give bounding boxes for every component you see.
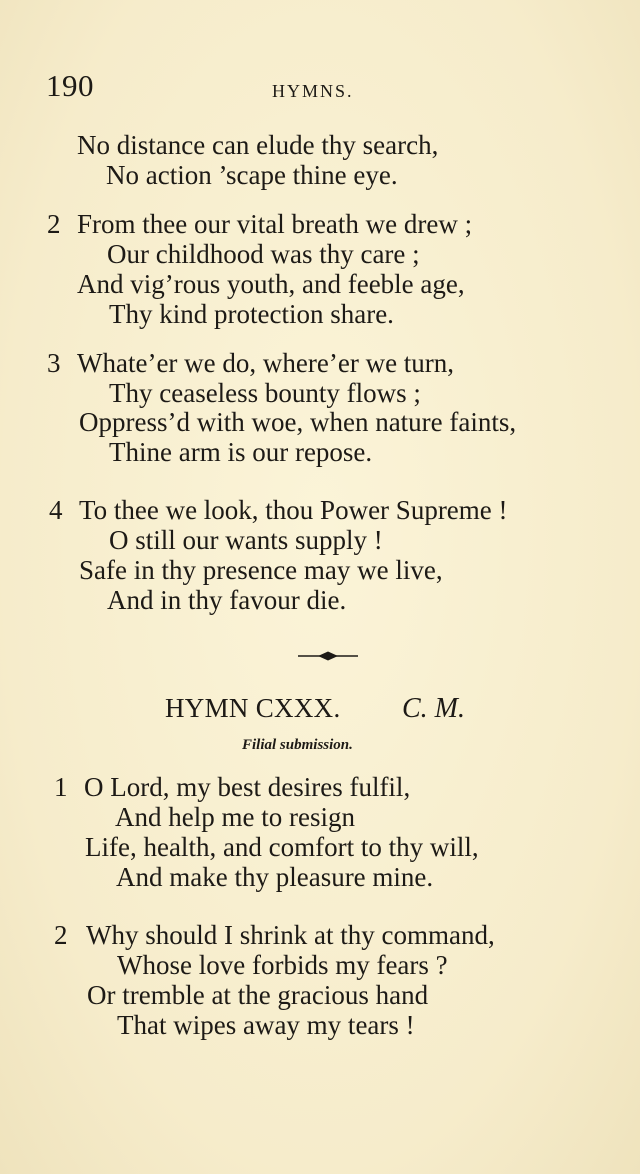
verse-line: Life, health, and comfort to thy will, (85, 832, 479, 862)
verse-line: Our childhood was thy care ; (107, 239, 420, 269)
verse-number: 3 (47, 348, 61, 378)
verse-line: Thine arm is our repose. (109, 437, 373, 467)
verse-line: No distance can elude thy search, (77, 130, 439, 160)
verse-line: Thy kind protection share. (109, 299, 394, 329)
verse-line: And in thy favour die. (107, 585, 347, 615)
verse-line: Whate’er we do, where’er we turn, (77, 348, 455, 378)
verse-line: That wipes away my tears ! (117, 1010, 415, 1040)
verse-line: Thy ceaseless bounty flows ; (109, 378, 421, 408)
verse-line: Or tremble at the gracious hand (87, 980, 429, 1010)
verse-line: To thee we look, thou Power Supreme ! (79, 495, 508, 525)
page-number: 190 (46, 68, 94, 103)
hymn-meter: C. M. (402, 693, 465, 724)
verse-line: Why should I shrink at thy command, (86, 920, 495, 950)
verse-number: 2 (54, 920, 68, 950)
ornament-divider (298, 650, 358, 662)
running-head: HYMNS. (272, 81, 354, 101)
verse-number: 4 (49, 495, 63, 525)
verse-line: No action ’scape thine eye. (106, 160, 398, 190)
verse-line: And help me to resign (115, 802, 355, 832)
verse-line: From thee our vital breath we drew ; (77, 209, 473, 239)
verse-line: And make thy pleasure mine. (116, 862, 434, 892)
verse-line: Safe in thy presence may we live, (79, 555, 443, 585)
verse-number: 1 (54, 772, 68, 802)
hymn-subtitle: Filial submission. (242, 737, 353, 753)
verse-line: Whose love forbids my fears ? (117, 950, 448, 980)
verse-line: O still our wants supply ! (109, 525, 383, 555)
verse-line: Oppress’d with woe, when nature faints, (79, 407, 517, 437)
hymn-title: HYMN CXXX. (165, 693, 341, 723)
verse-number: 2 (47, 209, 61, 239)
verse-line: And vig’rous youth, and feeble age, (77, 269, 465, 299)
verse-line: O Lord, my best desires fulfil, (84, 772, 411, 802)
